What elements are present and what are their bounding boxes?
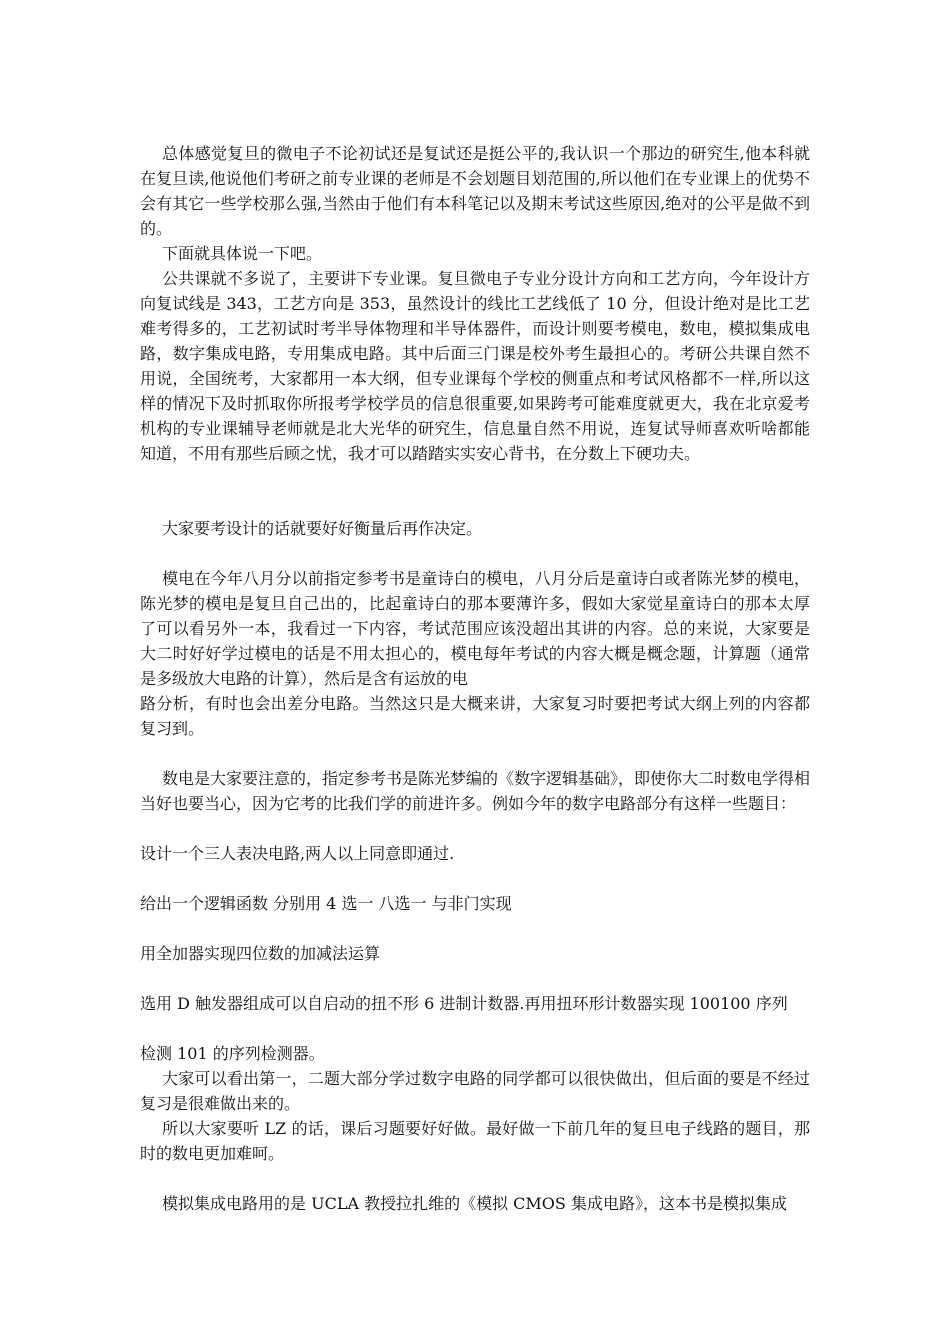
question-item-4-continued: 检测 101 的序列检测器。 xyxy=(140,1044,325,1063)
paragraph-intro: 下面就具体说一下吧。 xyxy=(162,244,323,263)
paragraph-analog-circuits-continued: 路分析，有时也会出差分电路。当然这只是大概来讲，大家复习时要把考试大纲上列的内容都复习到。 xyxy=(140,694,810,738)
paragraph-digital-circuits: 数电是大家要注意的，指定参考书是陈光梦编的《数字逻辑基础》，即使你大二时数电学得相当好也要当心，因为它考的比我们学的前进许多。例如今年的数字电路部分有这样一些题目： xyxy=(140,769,811,813)
paragraph-analog-circuits: 模电在今年八月分以前指定参考书是童诗白的模电，八月分后是童诗白或者陈光梦的模电，陈光梦的模电是复旦自己出的，比起童诗白的那本要薄许多，假如大家觉星童诗白的那本太厚了可以看另外一本，我看过一下内容，考试范围应该没超出其讲的内容。总的来说，大家要是大二时好好学过模电的话是不用太担心的，模电每年考试的内容大概是概念题，计算题（通常是多级放大电路的计算），然后是含有运放的电 xyxy=(140,569,810,688)
paragraph-exercise-advice: 所以大家要听 LZ 的话，课后习题要好好做。最好做一下前几年的复旦电子线路的题目，那时的数电更加难呵。 xyxy=(140,1119,810,1163)
paragraph-public-courses: 公共课就不多说了，主要讲下专业课。复旦微电子专业分设计方向和工艺方向，今年设计方向复试线是 343，工艺方向是 353，虽然设计的线比工艺线低了 10 分，但设计绝对是比工艺难考得多的，工艺初试时考半导体物理和半导体器件，而设计则要考模电，数电，模拟集成电路，数字集成电路，专用集成电路。其中后面三门课是校外考生最担心的。考研公共课自然不用说，全国统考，大家都用一本大纲，但专业课每个学校的侧重点和考试风格都不一样,所以这样的情况下及时抓取你所报考学校学员的信息很重要,如果跨考可能难度就更大，我在北京爱考机构的专业课辅导老师就是北大光华的研究生，信息量自然不用说，连复试导师喜欢听啥都能知道，不用有那些后顾之忧，我才可以踏踏实实安心背书，在分数上下硬功夫。 xyxy=(140,269,810,463)
paragraph-fudan-fairness: 总体感觉复旦的微电子不论初试还是复试还是挺公平的,我认识一个那边的研究生,他本科就在复旦读,他说他们考研之前专业课的老师是不会划题目划范围的,所以他们在专业课上的优势不会有其它一些学校那么强,当然由于他们有本科笔记以及期末考试这些原因,绝对的公平是做不到的。 xyxy=(140,144,810,238)
paragraph-analog-ic: 模拟集成电路用的是 UCLA 教授拉扎维的《模拟 CMOS 集成电路》，这本书是模拟集成 xyxy=(162,1194,787,1213)
question-item-2: 给出一个逻辑函数 分别用 4 选一 八选一 与非门实现 xyxy=(140,894,512,913)
question-item-4: 选用 D 触发器组成可以自启动的扭不形 6 进制计数器.再用扭环形计数器实现 100100 序列 xyxy=(140,994,788,1013)
paragraph-question-difficulty: 大家可以看出第一，二题大部分学过数字电路的同学都可以很快做出，但后面的要是不经过复习是很难做出来的。 xyxy=(140,1069,810,1113)
question-item-1: 设计一个三人表决电路,两人以上同意即通过. xyxy=(140,844,455,863)
paragraph-design-decision: 大家要考设计的话就要好好衡量后再作决定。 xyxy=(162,519,483,538)
question-item-3: 用全加器实现四位数的加减法运算 xyxy=(140,944,381,963)
